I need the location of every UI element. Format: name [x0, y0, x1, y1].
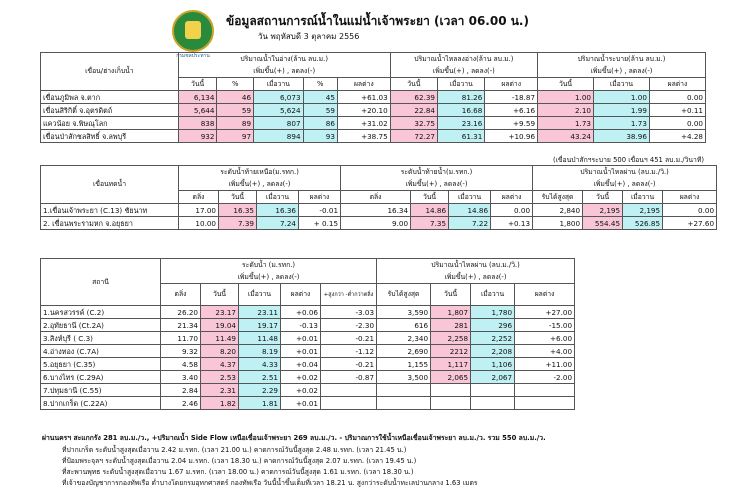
grp-storage: ปริมาณน้ำในอ่าง(ล้าน ลบ.ม.) [178, 53, 390, 66]
cell: 11.48 [239, 332, 281, 345]
cell: 32.75 [390, 117, 437, 130]
cell: +10.96 [485, 130, 538, 143]
table-row [41, 130, 706, 143]
cell: +6.16 [485, 104, 538, 117]
grp-upstream-sub: เพิ่มขึ้น(+) , ลดลง(-) [179, 178, 341, 191]
table-row [41, 306, 575, 319]
cell: 45 [303, 91, 337, 104]
h-yesterday: เมื่อวาน [438, 78, 485, 91]
h-yesterday: เมื่อวาน [254, 78, 303, 91]
cell [321, 397, 377, 410]
cell: 23.11 [239, 306, 281, 319]
grp-release-sub: เพิ่มขึ้น(+) , ลดลง(-) [538, 65, 706, 78]
department-logo [172, 10, 214, 52]
cell: 554.45 [583, 217, 623, 230]
cell: 62.39 [390, 91, 437, 104]
footer-pakkret-level: ที่ปากเกร็ด ระดับน้ำสูงสุดเมื่อวาน 2.42 ม.รทก. (เวลา 21.00 น.) คาดการณ์วันนี้สูงสุด 2.48 ม.รทก. (เวลา 21.45 น.) [62, 446, 407, 454]
dam-storage-table [40, 52, 706, 143]
cell: 97 [217, 130, 254, 143]
h-percent: % [217, 78, 254, 91]
cell: 1,117 [431, 358, 471, 371]
cell: 21.34 [161, 319, 201, 332]
cell [515, 384, 575, 397]
h-diff: ผลต่าง [663, 191, 717, 204]
cell: 14.86 [411, 204, 449, 217]
cell: 4.58 [161, 358, 201, 371]
cell: 4.37 [201, 358, 239, 371]
cell: 16.36 [257, 204, 299, 217]
h-today: วันนี้ [178, 78, 217, 91]
h-yesterday: เมื่อวาน [449, 191, 491, 204]
h-today: วันนี้ [201, 284, 239, 306]
page-title: ข้อมูลสถานการณ์น้ำในแม่น้ำเจ้าพระยา (เวลา 06.00 น.) [226, 14, 529, 28]
cell: 7.22 [449, 217, 491, 230]
h-diff: ผลต่าง [299, 191, 341, 204]
station-name: 4.อ่างทอง (C.7A) [41, 345, 161, 358]
cell: -0.13 [281, 319, 321, 332]
cell: 1,800 [533, 217, 583, 230]
cell: 17.00 [179, 204, 219, 217]
table-row [41, 104, 706, 117]
cell: 72.27 [390, 130, 437, 143]
h-today: วันนี้ [431, 284, 471, 306]
table-row [41, 91, 706, 104]
h-today: วันนี้ [411, 191, 449, 204]
grp-flow: ปริมาณน้ำไหลผ่าน (ลบ.ม./วิ.) [377, 259, 575, 272]
cell: 11.70 [161, 332, 201, 345]
grp-flow: ปริมาณน้ำไหลผ่าน (ลบ.ม./วิ.) [533, 166, 717, 179]
cell: 10.00 [179, 217, 219, 230]
cell: 59 [217, 104, 254, 117]
h-yesterday: เมื่อวาน [594, 78, 650, 91]
cell: 2.53 [201, 371, 239, 384]
h-diff: ผลต่าง [281, 284, 321, 306]
cell: +0.01 [281, 345, 321, 358]
cell: +0.04 [281, 358, 321, 371]
cell: +27.00 [515, 306, 575, 319]
station-name: 5.อยุธยา (C.35) [41, 358, 161, 371]
cell: 2,208 [471, 345, 515, 358]
cell: 81.26 [438, 91, 485, 104]
cell: 526.85 [623, 217, 663, 230]
cell: 0.00 [649, 117, 705, 130]
cell: 16.35 [219, 204, 257, 217]
cell: -0.21 [321, 332, 377, 345]
report-date: วัน พฤหัสบดี 3 ตุลาคม 2556 [258, 32, 360, 41]
cell: -2.00 [515, 371, 575, 384]
cell: -18.87 [485, 91, 538, 104]
cell: +4.00 [515, 345, 575, 358]
cell: -0.87 [321, 371, 377, 384]
table-row [41, 358, 575, 371]
h-today: วันนี้ [390, 78, 437, 91]
cell: +0.11 [649, 104, 705, 117]
table-row [41, 384, 575, 397]
grp-release: ปริมาณน้ำระบาย(ล้าน ลบ.ม.) [538, 53, 706, 66]
cell: 1,780 [471, 306, 515, 319]
grp-flow-sub: เพิ่มขึ้น(+) , ลดลง(-) [533, 178, 717, 191]
cell [377, 397, 431, 410]
cell: +9.59 [485, 117, 538, 130]
cell: 16.68 [438, 104, 485, 117]
grp-upstream: ระดับน้ำท้ายเหนือ(ม.รทก.) [179, 166, 341, 179]
cell: 61.31 [438, 130, 485, 143]
cell: +11.00 [515, 358, 575, 371]
cell: 3,500 [377, 371, 431, 384]
cell: 11.49 [201, 332, 239, 345]
cell [471, 384, 515, 397]
cell: 1.82 [201, 397, 239, 410]
cell: 0.00 [649, 91, 705, 104]
cell: +0.01 [281, 332, 321, 345]
cell: 1.00 [594, 91, 650, 104]
table-row [41, 217, 717, 230]
col-station-name: สถานี [41, 259, 161, 306]
cell: +0.02 [281, 371, 321, 384]
cell: 6,073 [254, 91, 303, 104]
dam-name: แควน้อย จ.พิษณุโลก [41, 117, 179, 130]
dam-name: เขื่อนสิริกิติ์ จ.อุตรดิตถ์ [41, 104, 179, 117]
cell: 281 [431, 319, 471, 332]
cell: 9.32 [161, 345, 201, 358]
station-table [40, 258, 575, 410]
grp-storage-sub: เพิ่มขึ้น(+) , ลดลง(-) [178, 65, 390, 78]
station-name: 1.นครสวรรค์ (C.2) [41, 306, 161, 319]
cell: +20.10 [337, 104, 390, 117]
cell: 3.40 [161, 371, 201, 384]
cell: 1.73 [594, 117, 650, 130]
cell: 9.00 [341, 217, 411, 230]
cell: 2.10 [538, 104, 594, 117]
table-row [41, 345, 575, 358]
cell [515, 397, 575, 410]
cell: -0.21 [321, 358, 377, 371]
cell: 86 [303, 117, 337, 130]
cell: +31.02 [337, 117, 390, 130]
cell: 7.35 [411, 217, 449, 230]
cell: +0.13 [491, 217, 533, 230]
cell: 2,195 [583, 204, 623, 217]
barrage-name: 2. เขื่อนพระรามหก จ.อยุธยา [41, 217, 179, 230]
cell: 296 [471, 319, 515, 332]
footer-flow-summary: ผ่านนครฯ สะแกกรัง 281 ลบ.ม./ว., +ปริมาณน้ำ Side Flow เหนือเขื่อนเจ้าพระยา 269 ลบ.ม./ว. - ปริมาณการใช้น้ำเหนือเขื่อนเจ้าพระยา ลบ.ม./ว. รวม 550 ลบ.ม./ว. [42, 434, 546, 442]
h-below-bank: +สูงกว่า -ต่ำกว่าตลิ่ง [321, 284, 377, 306]
cell: 23.16 [438, 117, 485, 130]
station-name: 8.ปากเกร็ด (C.22A) [41, 397, 161, 410]
cell [471, 397, 515, 410]
h-yesterday: เมื่อวาน [257, 191, 299, 204]
cell: 93 [303, 130, 337, 143]
cell: +4.28 [649, 130, 705, 143]
cell: 807 [254, 117, 303, 130]
cell: 2,840 [533, 204, 583, 217]
h-diff: ผลต่าง [485, 78, 538, 91]
cell: 838 [178, 117, 217, 130]
cell: 1.00 [538, 91, 594, 104]
cell: 2,258 [431, 332, 471, 345]
cell: 1,106 [471, 358, 515, 371]
cell: 2.29 [239, 384, 281, 397]
cell: 0.00 [663, 204, 717, 217]
cell: +27.60 [663, 217, 717, 230]
h-today: วันนี้ [583, 191, 623, 204]
cell: 2.51 [239, 371, 281, 384]
h-bank: ตลิ่ง [161, 284, 201, 306]
grp-level: ระดับน้ำ (ม.รทก.) [161, 259, 377, 272]
h-today: วันนี้ [219, 191, 257, 204]
h-max: รับได้สูงสุด [377, 284, 431, 306]
footer-fort-level: ที่ป้อมพระจุลฯ ระดับน้ำสูงสุดเมื่อวาน 2.04 ม.รทก. (เวลา 18.30 น.) คาดการณ์วันนี้สูงสุด 2.07 ม.รทก. (เวลา 19.45 น.) [62, 457, 417, 465]
cell: 2,340 [377, 332, 431, 345]
footer-tide-note: ที่เจ้าของบัญชาการกองทัพเรือ ต่ำบางโดยกรมอุทกศาสตร์ กองทัพเรือ วันนี้น้ำขึ้นเต็มที่เวลา 18.21 น. สูงกว่าระดับน้ำทะเลปานกลาง 1.63 เมตร [62, 479, 478, 487]
h-yesterday: เมื่อวาน [623, 191, 663, 204]
cell: 23.17 [201, 306, 239, 319]
cell: 8.19 [239, 345, 281, 358]
footer-memorial-bridge-level: ที่สะพานพุทธ ระดับน้ำสูงสุดเมื่อวาน 1.67 ม.รทก. (เวลา 18.00 น.) คาดการณ์วันนี้สูงสุด 1.61 ม.รทก. (เวลา 18.30 น.) [62, 468, 414, 476]
h-today: วันนี้ [538, 78, 594, 91]
station-name: 3.สิงห์บุรี ( C.3) [41, 332, 161, 345]
cell: -15.00 [515, 319, 575, 332]
cell: 616 [377, 319, 431, 332]
cell [431, 384, 471, 397]
cell: 22.84 [390, 104, 437, 117]
cell: 26.20 [161, 306, 201, 319]
col-dam-name: เขื่อน/ฮ่างเก็บน้ำ [41, 53, 179, 91]
cell: 7.39 [219, 217, 257, 230]
cell [431, 397, 471, 410]
table-row [41, 319, 575, 332]
barrage-table [40, 165, 717, 230]
cell: -1.12 [321, 345, 377, 358]
cell: 2.84 [161, 384, 201, 397]
cell: 38.96 [594, 130, 650, 143]
barrage-name: 1.เขื่อนเจ้าพระยา (C.13) ชัยนาท [41, 204, 179, 217]
cell: 1,155 [377, 358, 431, 371]
cell: 932 [178, 130, 217, 143]
logo-caption: กรมชลประทาน [176, 53, 210, 59]
cell: 8.20 [201, 345, 239, 358]
h-bank: ตลิ่ง [341, 191, 411, 204]
cell: 1.73 [538, 117, 594, 130]
grp-downstream-sub: เพิ่มขึ้น(+) , ลดลง(-) [341, 178, 533, 191]
cell: 14.86 [449, 204, 491, 217]
table-row [41, 397, 575, 410]
cell: -3.03 [321, 306, 377, 319]
cell: 19.04 [201, 319, 239, 332]
cell: -0.01 [299, 204, 341, 217]
cell: 1,807 [431, 306, 471, 319]
grp-inflow-sub: เพิ่มขึ้น(+) , ลดลง(-) [390, 65, 537, 78]
cell: 5,644 [178, 104, 217, 117]
cell: 2,690 [377, 345, 431, 358]
cell [321, 384, 377, 397]
h-percent: % [303, 78, 337, 91]
cell: 0.00 [491, 204, 533, 217]
cell: +0.02 [281, 384, 321, 397]
grp-level-sub: เพิ่มขึ้น(+) , ลดลง(-) [161, 271, 377, 284]
cell: 59 [303, 104, 337, 117]
grp-flow-sub: เพิ่มขึ้น(+) , ลดลง(-) [377, 271, 575, 284]
h-yesterday: เมื่อวาน [239, 284, 281, 306]
h-diff: ผลต่าง [337, 78, 390, 91]
h-max: รับได้สูงสุด [533, 191, 583, 204]
table-row [41, 117, 706, 130]
cell: 19.17 [239, 319, 281, 332]
h-diff: ผลต่าง [649, 78, 705, 91]
cell [377, 384, 431, 397]
dam-release-note: (เขื่อนป่าสักฯระบาย 500 เขื่อนฯ 451 ลบ.ม./วินาที) [552, 156, 704, 164]
cell: +0.01 [281, 397, 321, 410]
station-name: 7.ปทุมธานี (C.55) [41, 384, 161, 397]
cell: 2.31 [201, 384, 239, 397]
cell: +61.03 [337, 91, 390, 104]
cell: 2.46 [161, 397, 201, 410]
dam-name: เขื่อนภูมิพล จ.ตาก [41, 91, 179, 104]
table-row [41, 204, 717, 217]
station-name: 6.บางไทร (C.29A) [41, 371, 161, 384]
cell: 1.99 [594, 104, 650, 117]
cell: 2,252 [471, 332, 515, 345]
cell: +6.00 [515, 332, 575, 345]
grp-inflow: ปริมาณน้ำไหลลงอ่าง(ล้าน ลบ.ม.) [390, 53, 537, 66]
cell: 7.24 [257, 217, 299, 230]
cell: 16.34 [341, 204, 411, 217]
h-diff: ผลต่าง [491, 191, 533, 204]
dam-name: เขื่อนป่าสักชลสิทธิ์ จ.ลพบุรี [41, 130, 179, 143]
cell: + 0.15 [299, 217, 341, 230]
col-barrage-name: เขื่อนทดน้ำ [41, 166, 179, 204]
cell: 2,067 [471, 371, 515, 384]
cell: 6,134 [178, 91, 217, 104]
cell: 46 [217, 91, 254, 104]
cell: 3,590 [377, 306, 431, 319]
h-yesterday: เมื่อวาน [471, 284, 515, 306]
cell: 2212 [431, 345, 471, 358]
cell: +0.06 [281, 306, 321, 319]
h-bank: ตลิ่ง [179, 191, 219, 204]
grp-downstream: ระดับน้ำท้ายน้ำ(ม.รทก.) [341, 166, 533, 179]
cell: 2,065 [431, 371, 471, 384]
cell: 5,624 [254, 104, 303, 117]
station-name: 2.อุทัยธานี (Ct.2A) [41, 319, 161, 332]
cell: 43.24 [538, 130, 594, 143]
h-diff: ผลต่าง [515, 284, 575, 306]
table-row [41, 332, 575, 345]
table-row [41, 371, 575, 384]
cell: 1.81 [239, 397, 281, 410]
cell: 4.33 [239, 358, 281, 371]
cell: 2,195 [623, 204, 663, 217]
cell: -2.30 [321, 319, 377, 332]
cell: +38.75 [337, 130, 390, 143]
cell: 894 [254, 130, 303, 143]
cell: 89 [217, 117, 254, 130]
